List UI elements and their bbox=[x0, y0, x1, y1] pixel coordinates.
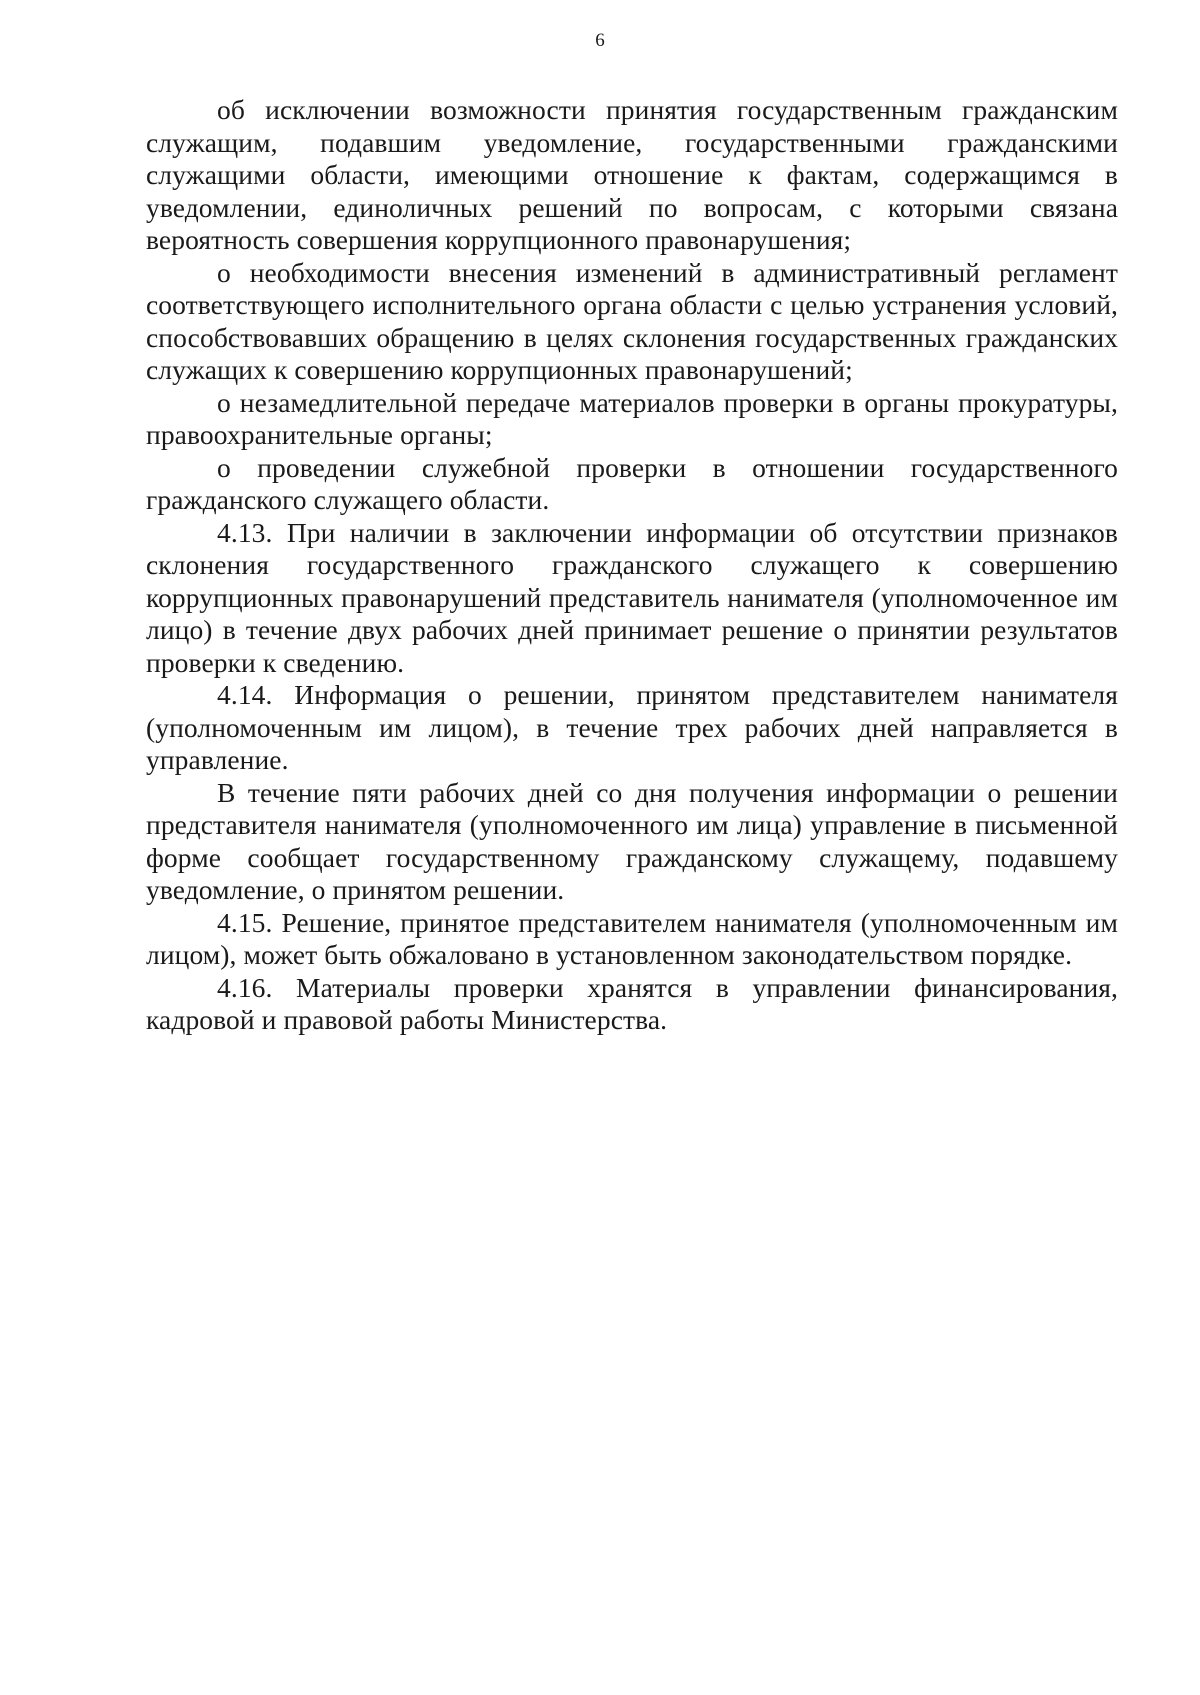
page-number: 6 bbox=[595, 30, 605, 51]
paragraph-4-13: 4.13. При наличии в заключении информации об отсутствии признаков склонения государственного гражданского служащего к совершению коррупционных правонарушений представитель нанимателя (уполномоченное им лицо) в течение двух рабочих дней принимает решение о принятии результатов проверки к сведению. bbox=[146, 516, 1118, 678]
paragraph-exclusion-decisions: об исключении возможности принятия государственным гражданским служащим, подавшим уведомление, государственными гражданскими служащими области, имеющими отношение к фактам, содержащимся в уведомлении, единоличных решений по вопросам, с которыми связана вероятность совершения коррупционного правонарушения; bbox=[146, 94, 1118, 255]
paragraph-4-15: 4.15. Решение, принятое представителем нанимателя (уполномоченным им лицом), может быть обжаловано в установленном законодательством порядке. bbox=[146, 906, 1118, 970]
paragraph-notification: В течение пяти рабочих дней со дня получения информации о решении представителя нанимателя (уполномоченного им лица) управление в письменной форме сообщает государственному гражданскому служащему, подавшему уведомление, о принятом решении. bbox=[146, 776, 1118, 905]
paragraph-prosecution-transfer: о незамедлительной передаче материалов проверки в органы прокуратуры, правоохранительные органы; bbox=[146, 386, 1118, 450]
paragraph-4-14: 4.14. Информация о решении, принятом представителем нанимателя (уполномоченным им лицом), в течение трех рабочих дней направляется в управление. bbox=[146, 679, 1118, 775]
paragraph-official-inspection: о проведении служебной проверки в отношении государственного гражданского служащего области. bbox=[146, 451, 1118, 515]
paragraph-4-16: 4.16. Материалы проверки хранятся в управлении финансирования, кадровой и правовой работы Министерства. bbox=[146, 971, 1118, 1035]
paragraph-regulation-changes: о необходимости внесения изменений в административный регламент соответствующего исполнительного органа области с целью устранения условий, способствовавших обращению в целях склонения государственных гражданских служащих к совершению коррупционных правонарушений; bbox=[146, 256, 1118, 385]
document-body bbox=[146, 94, 1118, 1037]
